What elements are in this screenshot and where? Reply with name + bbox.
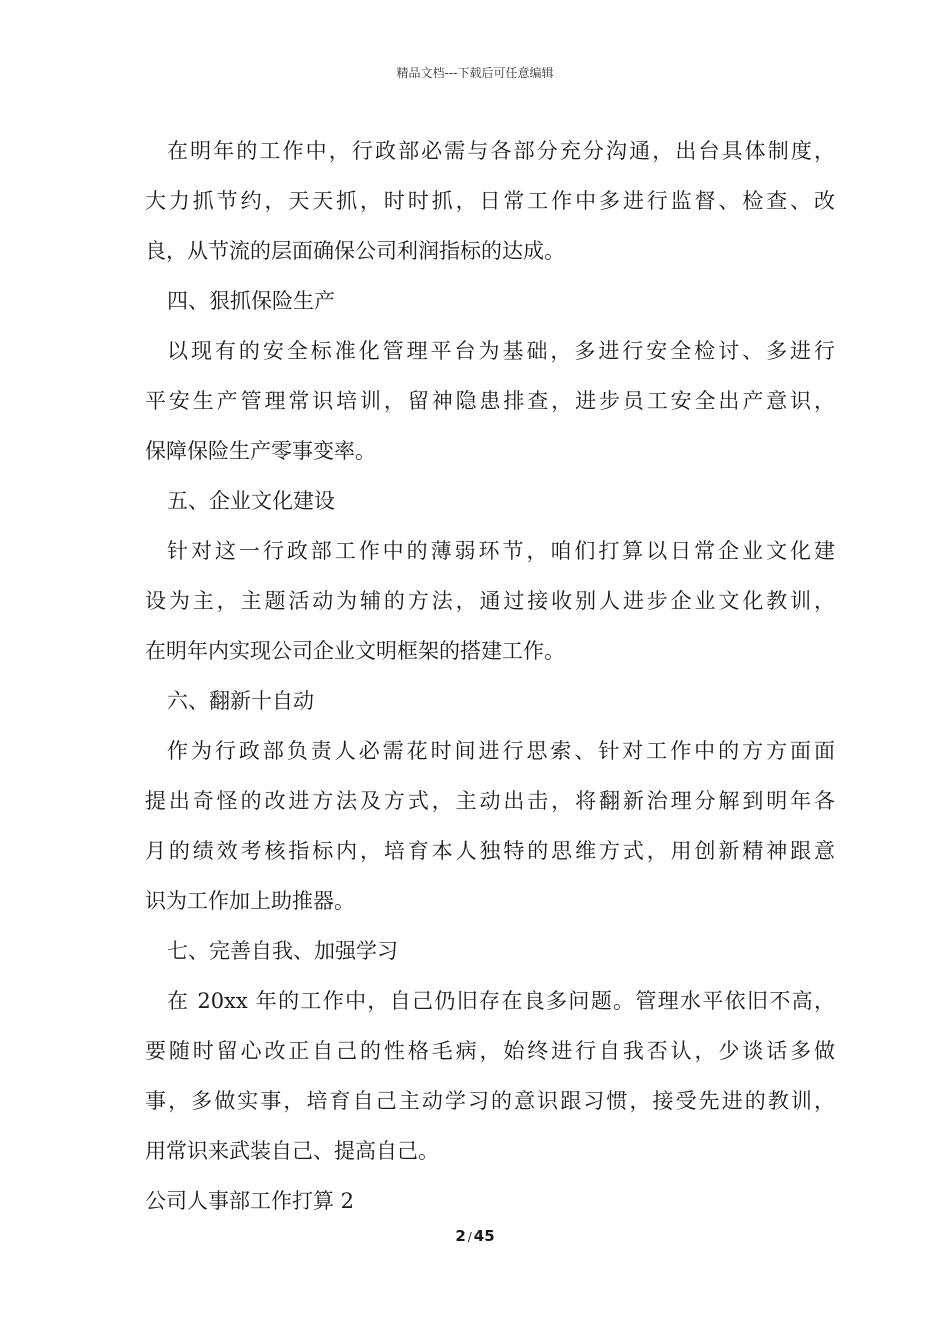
paragraph-line: 针对这一行政部工作中的薄弱环节，咱们打算以日常企业文化建 bbox=[167, 539, 835, 563]
section-heading: 七、完善自我、加强学习 bbox=[167, 939, 398, 963]
paragraph-line: 大力抓节约，天天抓，时时抓，日常工作中多进行监督、检查、改 bbox=[145, 189, 835, 213]
page-header: 精品文档---下载后可任意编辑 bbox=[396, 66, 554, 80]
paragraph-line: 用常识来武装自己、提高自己。 bbox=[145, 1139, 439, 1163]
paragraph-line: 月的绩效考核指标内，培育本人独特的思维方式，用创新精神跟意 bbox=[145, 839, 835, 863]
paragraph-line: 作为行政部负责人必需花时间进行思索、针对工作中的方方面面 bbox=[167, 739, 835, 763]
paragraph-line: 在明年的工作中，行政部必需与各部分充分沟通，出台具体制度， bbox=[167, 139, 835, 163]
total-pages: 45 bbox=[473, 1227, 495, 1245]
paragraph-line: 事，多做实事，培育自己主动学习的意识跟习惯，接受先进的教训， bbox=[145, 1089, 835, 1113]
paragraph-line: 在 20xx 年的工作中，自己仍旧存在良多问题。管理水平依旧不高， bbox=[167, 989, 835, 1013]
paragraph-line: 平安生产管理常识培训，留神隐患排查，进步员工安全出产意识， bbox=[145, 389, 835, 413]
section-heading: 五、企业文化建设 bbox=[167, 489, 335, 513]
paragraph-line: 识为工作加上助推器。 bbox=[145, 889, 355, 913]
paragraph-line: 提出奇怪的改进方法及方式，主动出击，将翻新治理分解到明年各 bbox=[145, 789, 835, 813]
current-page: 2 bbox=[455, 1227, 466, 1245]
document-body bbox=[145, 126, 835, 1226]
paragraph-line: 要随时留心改正自己的性格毛病，始终进行自我否认，少谈话多做 bbox=[145, 1039, 835, 1063]
paragraph-line: 良，从节流的层面确保公司利润指标的达成。 bbox=[145, 239, 565, 263]
section-heading: 四、狠抓保险生产 bbox=[167, 289, 335, 313]
page-number bbox=[0, 1227, 950, 1245]
paragraph-line: 在明年内实现公司企业文明框架的搭建工作。 bbox=[145, 639, 565, 663]
paragraph-line: 以现有的安全标准化管理平台为基础，多进行安全检讨、多进行 bbox=[167, 339, 835, 363]
document-title: 公司人事部工作打算 2 bbox=[145, 1189, 355, 1213]
section-heading: 六、翻新十自动 bbox=[167, 689, 314, 713]
paragraph-line: 保障保险生产零事变率。 bbox=[145, 439, 376, 463]
page-separator: / bbox=[467, 1230, 472, 1244]
paragraph-line: 设为主，主题活动为辅的方法，通过接收别人进步企业文化教训， bbox=[145, 589, 835, 613]
